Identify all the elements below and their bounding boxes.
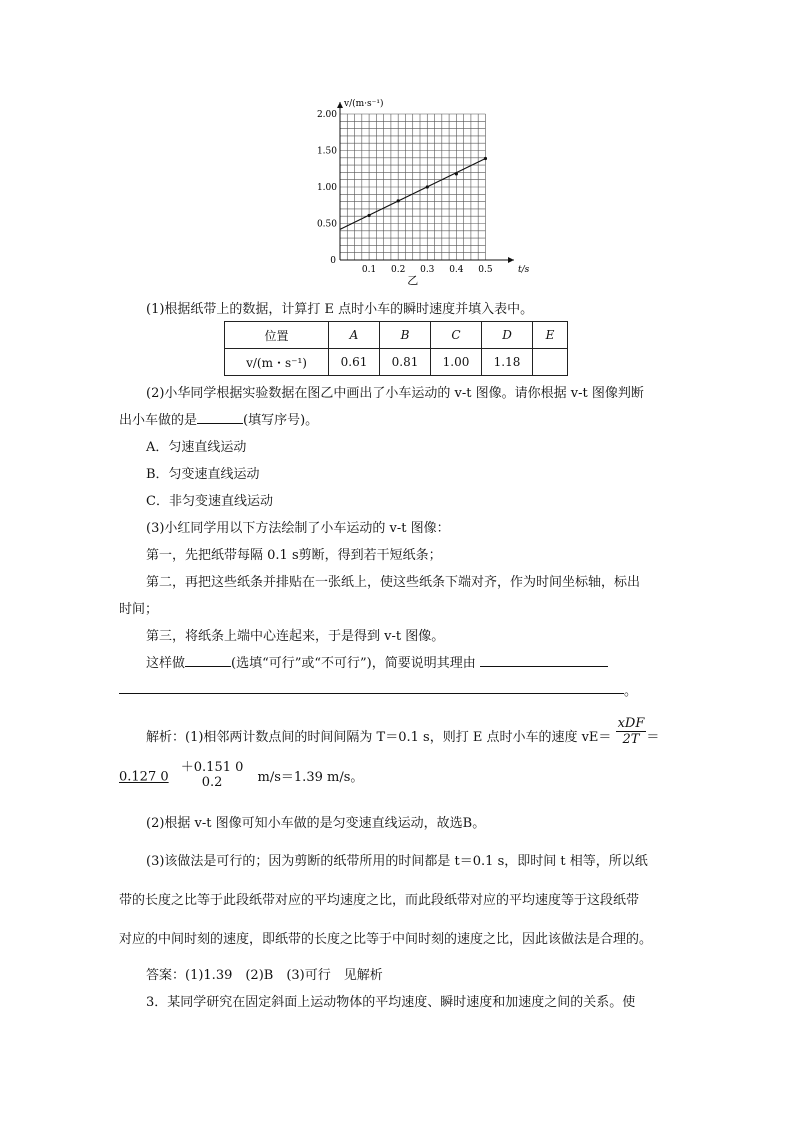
- table-header-row: [225, 322, 568, 349]
- q3-step1: 第一，先把纸带每隔 0.1 s剪断，得到若干短纸条；: [146, 548, 442, 563]
- table-cell: 1.00: [431, 349, 482, 376]
- table-cell: 0.61: [329, 349, 380, 376]
- solution-p3-line1: (3)该做法是可行的；因为剪断的纸带所用的时间都是 t＝0.1 s，即时间 t 相等，所以纸: [146, 854, 648, 869]
- table-cell-empty[interactable]: [533, 349, 568, 376]
- table-cell: 0.81: [380, 349, 431, 376]
- table-header-cell: 位置: [225, 322, 329, 349]
- next-question: 3．某同学研究在固定斜面上运动物体的平均速度、瞬时速度和加速度之间的关系。使: [146, 995, 636, 1010]
- y-tick-label: 1.00: [316, 183, 337, 193]
- x-axis-arrow: [508, 257, 514, 263]
- option-b: B．匀变速直线运动: [146, 467, 260, 482]
- answer-blank[interactable]: [197, 409, 243, 424]
- vt-graph: [316, 96, 530, 287]
- x-tick-label: 0.3: [420, 265, 435, 275]
- solution-line1: [146, 716, 660, 753]
- q3-step2a: 第二，再把这些纸条并排贴在一张纸上，使这些纸条下端对齐，作为时间坐标轴，标出: [146, 575, 641, 590]
- y-tick-label: 2.00: [316, 110, 337, 120]
- equals-sign: ＝: [646, 730, 660, 745]
- solution-result: m/s＝1.39 m/s。: [257, 769, 364, 785]
- q2-line2-b: (填写序号)。: [243, 413, 319, 428]
- option-a: A．匀速直线运动: [146, 440, 247, 455]
- q2-line2-a: 出小车做的是: [119, 413, 198, 428]
- solution-p3-line2: 带的长度之比等于此段纸带对应的平均速度之比，而此段纸带对应的平均速度等于这段纸带: [119, 893, 640, 908]
- x-tick-label: 0.2: [391, 265, 406, 275]
- table-row: [225, 349, 568, 376]
- answer-blank[interactable]: [480, 652, 608, 667]
- table-row-label: v/(m・s⁻¹): [225, 349, 329, 376]
- q2-line1: (2)小华同学根据实验数据在图乙中画出了小车运动的 v-t 图像。请你根据 v-t 图像判断: [146, 386, 644, 401]
- table-header-cell: C: [431, 322, 482, 349]
- q3-ask: [146, 652, 608, 671]
- option-c: C．非匀变速直线运动: [146, 494, 273, 509]
- x-axis-label: t/s: [518, 265, 530, 275]
- fraction-numerator: xDF: [617, 716, 645, 731]
- data-point: [367, 214, 370, 217]
- frac2-left: 0.127 0: [119, 769, 169, 785]
- q2-line2: [119, 409, 318, 428]
- q3-step2b: 时间；: [119, 602, 159, 617]
- fraction-numerator: ＋0.151 0: [180, 760, 244, 775]
- table-header-cell: D: [482, 322, 533, 349]
- solution-line2: [119, 760, 363, 794]
- data-point: [455, 172, 458, 175]
- velocity-table: [224, 321, 568, 376]
- data-point: [397, 199, 400, 202]
- table-header-cell: E: [533, 322, 568, 349]
- q3-ask-b: (选填“可行”或“不可行”)，简要说明其理由: [231, 656, 476, 671]
- y-axis-arrow: [337, 102, 343, 108]
- origin-label: 0: [330, 256, 336, 266]
- x-tick-label: 0.1: [361, 265, 377, 275]
- y-tick-label: 1.50: [316, 146, 337, 157]
- table-header-cell: A: [329, 322, 380, 349]
- fraction-denominator: 0.2: [201, 775, 223, 790]
- solution-p3-line3: 对应的中间时刻的速度，即纸带的长度之比等于中间时刻的速度之比，因此该做法是合理的。: [119, 932, 653, 947]
- fraction-xdf-2t: [616, 716, 647, 747]
- y-tick-label: 0.50: [316, 219, 337, 230]
- x-tick-label: 0.5: [478, 265, 493, 275]
- y-axis-label: v/(m·s⁻¹): [344, 99, 384, 109]
- solution-p2: (2)根据 v-t 图像可知小车做的是匀变速直线运动，故选B。: [146, 816, 486, 831]
- q1-text: (1)根据纸带上的数据，计算打 E 点时小车的瞬时速度并填入表中。: [146, 302, 534, 317]
- q3-ask-a: 这样做: [146, 656, 186, 671]
- q3-line1: (3)小红同学用以下方法绘制了小车运动的 v-t 图像：: [146, 521, 450, 536]
- data-point: [484, 157, 487, 160]
- figure-caption: 乙: [407, 274, 419, 287]
- answer-line: 答案：(1)1.39 (2)B (3)可行 见解析: [146, 968, 383, 983]
- solution-text: 解析：(1)相邻两计数点间的时间间隔为 T＝0.1 s，则打 E 点时小车的速度 vE＝: [146, 730, 612, 745]
- table-header-cell: B: [380, 322, 431, 349]
- answer-blank-line[interactable]: [119, 693, 624, 694]
- fraction-denominator: 2T: [622, 732, 640, 747]
- vt-graph-svg: [316, 96, 530, 287]
- q3-step3: 第三，将纸条上端中心连起来，于是得到 v-t 图像。: [146, 629, 445, 644]
- answer-blank[interactable]: [185, 652, 231, 667]
- table-cell: 1.18: [482, 349, 533, 376]
- fraction-sum: [179, 756, 246, 790]
- x-tick-label: 0.4: [449, 265, 464, 275]
- q3-end-mark: 。: [624, 684, 638, 699]
- data-point: [426, 185, 429, 188]
